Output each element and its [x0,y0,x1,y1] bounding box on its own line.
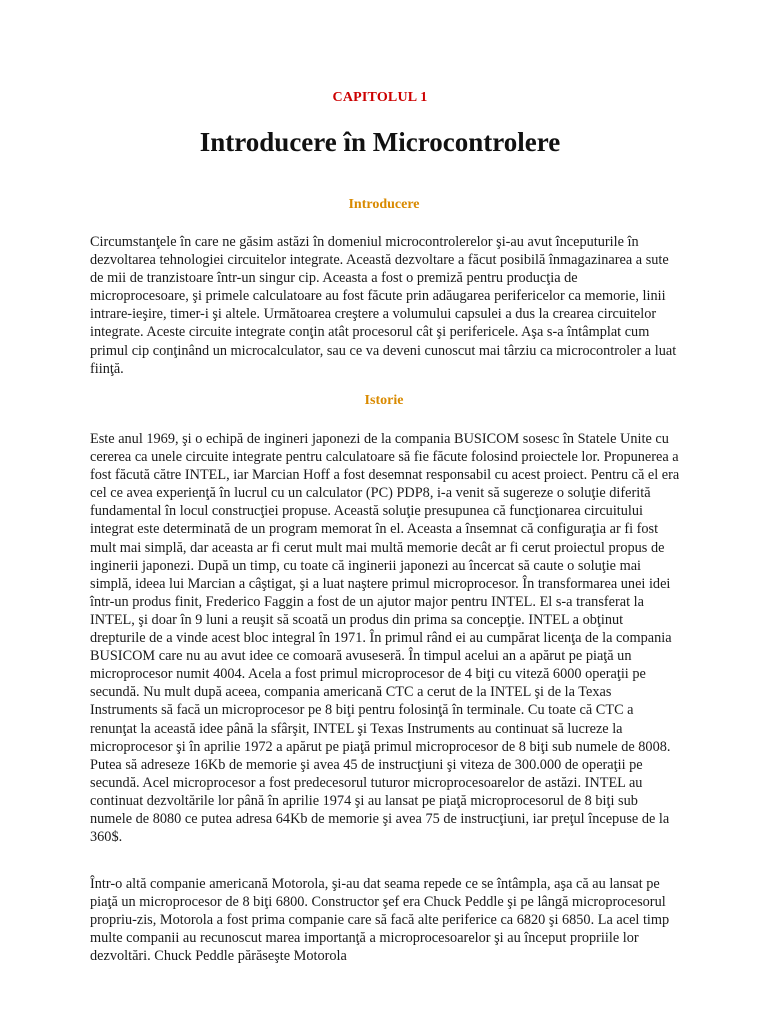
history-paragraph: Este anul 1969, şi o echipă de ingineri japonezi de la compania BUSICOM sosesc în Statele Unite cu cererea ca unele circuite integrate pentru calculatoare să fie făcute folosind proiectele lor. Propunerea a fost făcută către INTEL, iar Marcian Hoff a fost desemnat responsabil cu acest proiect. Pentru că el era cel ce avea experienţă în lucrul cu un calculator (PC) PDP8, i-a venit să sugereze o soluţie diferită fundamental în locul construcţiei propuse. Această soluţie presupunea că funcţionarea circuitului integrat este determinată de un program memorat în el. Aceasta a însemnat că configuraţia ar fi fost mult mai simplă, dar aceasta ar fi cerut mult mai multă memorie decât ar fi cerut proiectul propus de inginerii japonezi. După un timp, cu toate că inginerii japonezi au încercat să caute o soluţie mai simplă, ideea lui Marcian a câştigat, şi a luat naştere primul microprocesor. În transformarea unei idei într-un produs finit, Frederico Faggin a fost de un ajutor major pentru INTEL. El s-a transferat la INTEL, şi doar în 9 luni a reuşit să scoată un produs din prima sa concepţie. INTEL a obţinut drepturile de a vinde acest bloc integral în 1971. În primul rând ei au cumpărat licenţa de la compania BUSICOM care nu au avut idee ce comoară avuseseră. În timpul acelui an a apărut pe piaţă un microprocesor numit 4004. Acela a fost primul microprocesor de 4 biţi cu viteză 6000 operaţii pe secundă. Nu mult după aceea, compania americană CTC a cerut de la INTEL şi de la Texas Instruments să facă un microprocesor pe 8 biţi pentru folosinţă în terminale. Cu toate că CTC a renunţat la această idee până la sfârşit, INTEL şi Texas Instruments au continuat să lucreze la microprocesor şi în aprilie 1972 a apărut pe piaţă primul microprocesor de 8 biţi sub numele de 8008. Putea să adreseze 16Kb de memorie şi avea 45 de instrucţiuni şi viteza de 300.000 de operaţii pe secundă. Acel microprocesor a fost predecesorul tuturor microprocesoarelor de astăzi. INTEL au continuat dezvoltările lor până în aprilie 1974 şi au lansat pe piaţă microprocesorul de 8 biţi sub numele de 8080 ce putea adresa 64Kb de memorie şi avea 75 de instrucţiuni, iar preţul începuse de la 360$. [90,431,680,846]
motorola-paragraph: Într-o altă companie americană Motorola, şi-au dat seama repede ce se întâmpla, aşa că au lansat pe piaţă un microprocesor de 8 biţi 6800. Constructor şef era Chuck Peddle şi pe lângă microprocesorul propriu-zis, Motorola a fost prima companie care să facă alte periferice ca 6820 şi 6850. La acel timp multe companii au recunoscut marea importanţă a microprocesoarelor şi au început propriile lor dezvoltări. Chuck Peddle părăseşte Motorola [90,876,670,965]
intro-paragraph: Circumstanţele în care ne găsim astăzi în domeniul microcontrolerelor şi-au avut începuturile în dezvoltarea tehnologiei circuitelor integrate. Această dezvoltare a făcut posibilă înmagazinarea a sute de mii de tranzistoare într-un singur cip. Aceasta a fost o premiză pentru producţia de microprocesoare, şi primele calculatoare au fost făcute prin adăugarea perifericelor ca memorie, linii intrare-ieşire, timer-i şi altele. Următoarea creştere a volumului capsulei a dus la crearea circuitelor integrate. Aceste circuite integrate conţin atât procesorul cât şi perifericele. Aşa s-a întâmplat cum primul cip conţinând un microcalculator, sau ce va deveni cunoscut mai târziu ca microcontroler a luat fiinţă. [90,234,677,377]
chapter-title: Introducere în Microcontrolere [199,127,561,157]
section-heading-introducere: Introducere [348,197,420,212]
section-heading-istorie: Istorie [364,393,404,408]
chapter-label: CAPITOLUL 1 [332,90,428,105]
